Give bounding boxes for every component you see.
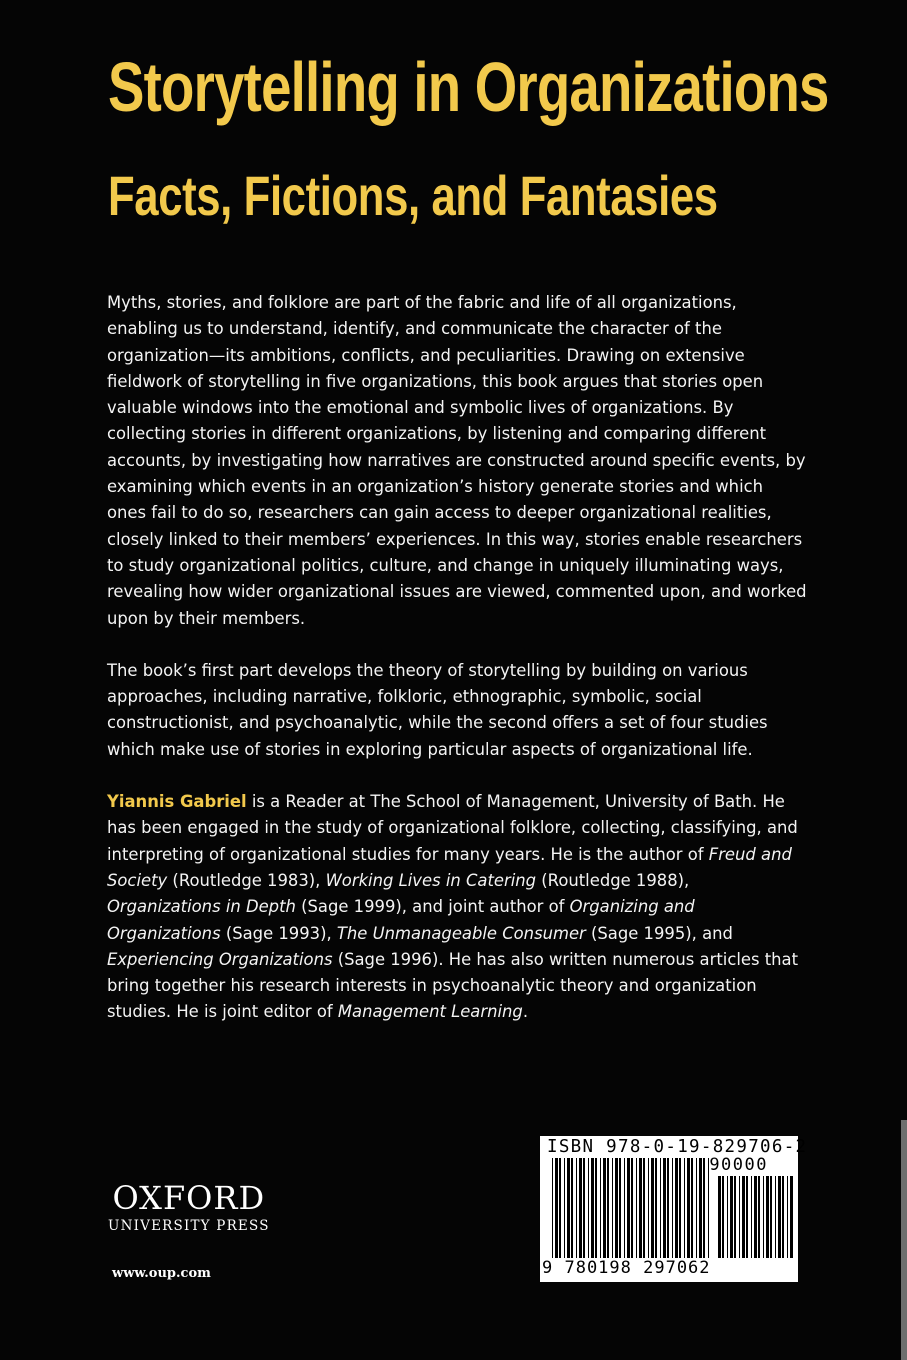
barcode-bar [595,1158,597,1258]
barcode-bar [754,1176,757,1258]
bio-text: is a Reader at The School of Management, University of Bath. He has been engaged in the study of organizational folklore, collecting, classifying, and interpreting of organizational studies for many years. He is the author of [107,792,798,864]
barcode-bar [648,1158,649,1258]
book-title-ref: The Unmanageable Consumer [336,923,586,943]
barcode-bar [660,1158,661,1258]
barcode-bar [612,1158,613,1258]
bio-text: (Sage 1996). He has also written numerous articles that bring together his research interests in psychoanalytic theory and organization studies. He is joint editor of [107,949,799,1022]
bio-text: (Routledge 1983), [167,870,326,890]
barcode-bar [684,1158,685,1258]
barcode-bar [691,1158,693,1258]
barcode-bar [763,1176,764,1258]
barcode-bar [607,1158,609,1258]
barcode-bar [718,1176,721,1258]
barcode-bar [770,1176,772,1258]
barcode-bar [619,1158,621,1258]
barcode-bar [655,1158,657,1258]
barcode-bar [636,1158,637,1258]
barcode-bar [639,1158,642,1258]
barcode-bar [600,1158,601,1258]
barcode-bar [555,1158,558,1258]
barcode-bar [739,1176,740,1258]
price-code: 90000 [709,1155,768,1175]
barcode-bar [787,1176,788,1258]
book-title-ref: Working Lives in Catering [325,870,537,890]
isbn-text: ISBN 978-0-19-829706-2 [547,1137,808,1157]
book-title-ref: Organizing and Organizations [107,897,695,943]
book-title-ref: Freud and Society [107,844,792,890]
barcode-bar [734,1176,736,1258]
barcode-bar [567,1158,570,1258]
barcode-bar [651,1158,654,1258]
barcode-bar [615,1158,618,1258]
book-subtitle: Facts, Fictions, and Fantasies [108,164,718,227]
barcode-bar [687,1158,690,1258]
barcode-bar [627,1158,630,1258]
barcode-bar [576,1158,577,1258]
bio-text: (Sage 1999), and joint author of [295,897,570,917]
barcode-bar [667,1158,669,1258]
barcode-bar [778,1176,781,1258]
barcode-bar [591,1158,594,1258]
book-title: Storytelling in Organizations [108,48,829,126]
barcode-bar [643,1158,645,1258]
author-bio [107,789,807,1026]
back-cover-text [107,290,807,1052]
barcode-bar [708,1158,709,1258]
page-edge-strip [901,1120,907,1360]
publisher-name: OXFORD [112,1179,266,1217]
barcode-bar [727,1176,728,1258]
description-paragraph-2: The book’s first part develops the theory of storytelling by building on various approaches, including narrative, folkloric, ethnographic, symbolic, social constructionist, and psychoanalytic, while the second offers a set of four studies which make use of stories in exploring particular aspects of organizational life. [107,660,768,759]
barcode-bar [571,1158,573,1258]
barcode-bar [583,1158,585,1258]
barcode-bar [672,1158,673,1258]
barcode-bar [782,1176,784,1258]
description-paragraph-1: Myths, stories, and folklore are part of the fabric and life of all organizations, enabling us to understand, identify, and communicate the character of the organization—its ambitions, conflicts, and peculiarities. Drawing on extensive fieldwork of storytelling in five organizations, this book argues that stories open valuable windows into the emotional and symbolic lives of organizations. By collecting stories in different organizations, by listening and comparing different accounts, by investigating how narratives are constructed around specific events, by examining which events in an organization’s history generate stories and which ones fail to do so, researchers can gain access to deeper organizational realities, closely linked to their members’ experiences. In this way, stories enable researchers to study organizational politics, culture, and change in uniquely illuminating ways, revealing how wider organizational issues are viewed, commented upon, and worked upon by their members. [107,293,807,628]
barcode-bar [679,1158,681,1258]
book-title-ref: Experiencing Organizations [107,949,333,969]
barcode-bar [742,1176,745,1258]
barcode-bar [746,1176,748,1258]
barcode-bar [579,1158,582,1258]
barcode-bar [696,1158,697,1258]
ean-digits: 9 780198 297062 [542,1258,711,1278]
barcode-bar [631,1158,633,1258]
barcode-bar [790,1176,793,1258]
barcode-bar [758,1176,760,1258]
book-title-ref: Organizations in Depth [107,897,296,917]
journal-title-ref: Management Learning [337,1002,523,1022]
barcode-bar [703,1158,705,1258]
barcode-bar [564,1158,565,1258]
barcode-bar [624,1158,625,1258]
bio-text: (Routledge 1988), [536,870,690,890]
barcode-bar [722,1176,724,1258]
barcode-bar [775,1176,776,1258]
publisher-logo [108,1179,270,1234]
barcode-bar [766,1176,769,1258]
bio-text: (Sage 1995), and [585,923,733,943]
isbn-barcode-block [540,1136,808,1282]
bio-text: (Sage 1993), [220,923,337,943]
publisher-website: www.oup.com [112,1266,211,1281]
barcode-bar [675,1158,678,1258]
barcode-bar [730,1176,733,1258]
author-name: Yiannis Gabriel [107,792,247,812]
barcode-bar [699,1158,702,1258]
barcode-bar [663,1158,666,1258]
barcode-bar [588,1158,589,1258]
bio-text: . [522,1002,529,1022]
barcode-bar [559,1158,561,1258]
publisher-subname: UNIVERSITY PRESS [108,1218,270,1234]
barcode-bar [751,1176,752,1258]
barcode-bar [552,1158,553,1258]
barcode-bar [603,1158,606,1258]
